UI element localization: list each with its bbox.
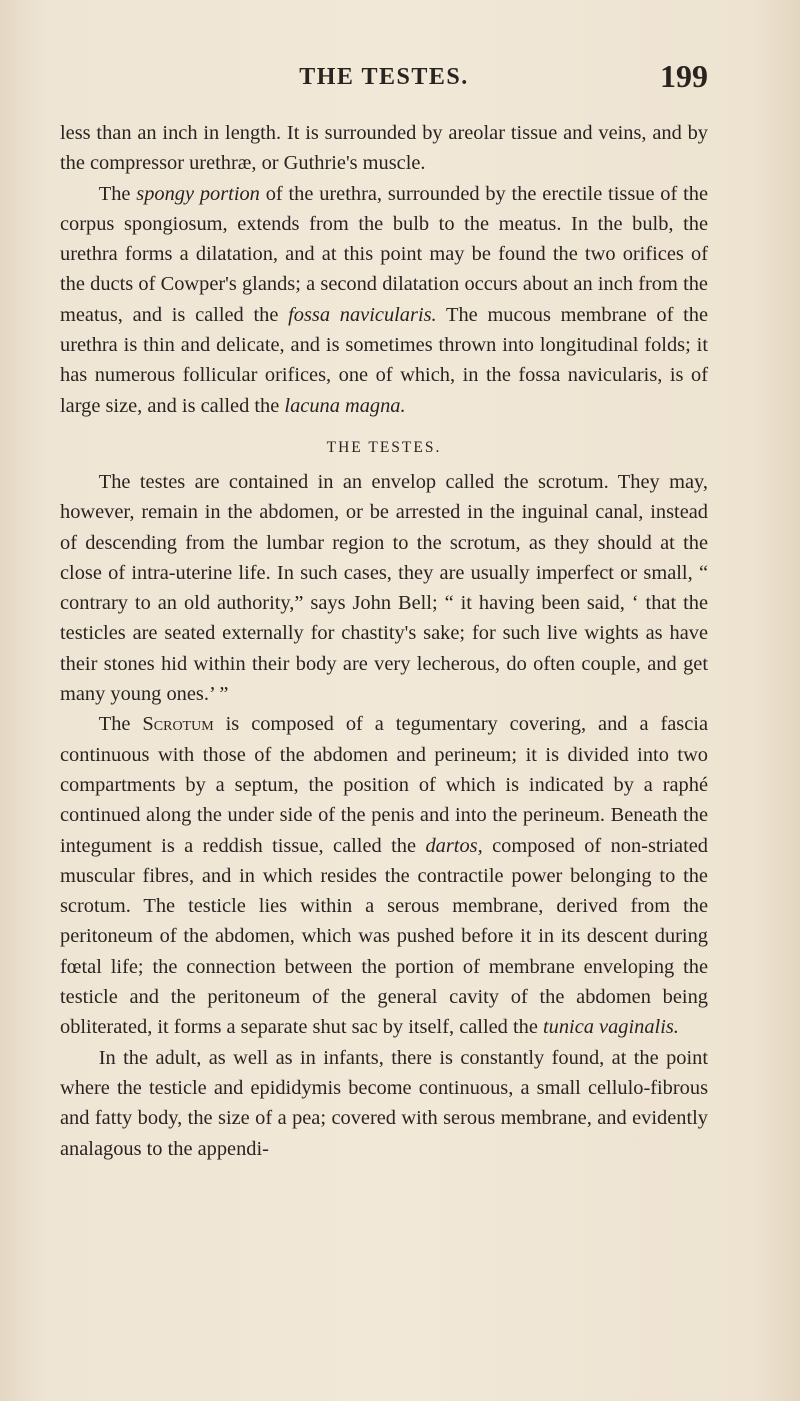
paragraph-adult-infants	[60, 1043, 708, 1164]
page-number: 199	[660, 58, 708, 94]
italic-term-spongy-portion: spongy portion	[136, 182, 260, 205]
text-run: composed of non-striated muscular fibres, and in which resides the contractile power belonging to the scrotum. The testicle lies within a serous membrane, derived from the peritoneum of the abdomen, which was pushed before it in its descent during fœtal life; the connection between the portion of membrane enveloping the testicle and the peritoneum of the general cavity of the abdomen being obliterated, it forms a separate shut sac by itself, called the	[60, 834, 708, 1039]
small-caps-term-scrotum: Scrotum	[142, 713, 214, 736]
paragraph-testes-envelope	[60, 467, 708, 709]
paragraph-scrotum	[60, 709, 708, 1042]
text-run: The	[98, 182, 137, 205]
running-head: THE TESTES.	[299, 64, 469, 90]
text-run: less than an inch in length. It is surrounded by areolar tissue and veins, and by the compressor urethræ, or Guthrie's muscle.	[60, 122, 708, 175]
section-heading: THE TESTES.	[326, 438, 442, 456]
italic-term-tunica-vaginalis: tunica vaginalis.	[542, 1016, 679, 1039]
text-run: is composed of a tegumentary covering, and a fascia continuous with those of the abdomen and perineum; it is divided into two compartments by a septum, the position of which is indicated by a raphé continued along the under side of the penis and into the perineum. Beneath the integument is a reddish tissue, called the	[60, 713, 708, 857]
italic-term-dartos: dartos,	[425, 834, 483, 857]
body-text	[60, 118, 708, 1164]
text-run: The	[98, 713, 143, 736]
text-run: In the adult, as well as in infants, there is constantly found, at the point where the testicle and epididymis become continuous, a small cellulo-fibrous and fatty body, the size of a pea; covered with serous membrane, and evidently analagous to the appendi-	[60, 1046, 708, 1160]
paragraph-spongy-portion	[60, 179, 708, 421]
text-run: of the urethra, surrounded by the erectile tissue of the corpus spongiosum, extends from the bulb to the meatus. In the bulb, the urethra forms a dilatation, and at this point may be found the two orifices of the ducts of Cowper's glands; a second dilatation occurs about an inch from the meatus, and is called the	[60, 182, 708, 326]
italic-term-fossa-navicularis: fossa navicularis.	[288, 303, 437, 326]
page-header	[60, 58, 708, 98]
italic-term-lacuna-magna: lacuna magna.	[284, 394, 406, 417]
text-run: The mucous membrane of the urethra is thin and delicate, and is sometimes thrown into longitudinal folds; it has numerous follicular orifices, one of which, in the fossa navicularis, is of large size, and is called the	[60, 303, 709, 417]
text-run: The testes are contained in an envelop called the scrotum. They may, however, remain in the abdomen, or be arrested in the inguinal canal, instead of descending from the lumbar region to the scrotum, as they should at the close of intra-uterine life. In such cases, they are usually imperfect or small, “ contrary to an old authority,” says John Bell; “ it having been said, ‘ that the testicles are seated externally for chastity's sake; for such live wights as have their stones hid within their body are very lecherous, do often couple, and get many young ones.’ ”	[60, 470, 708, 706]
paragraph-urethra-membranous-end	[60, 118, 708, 179]
